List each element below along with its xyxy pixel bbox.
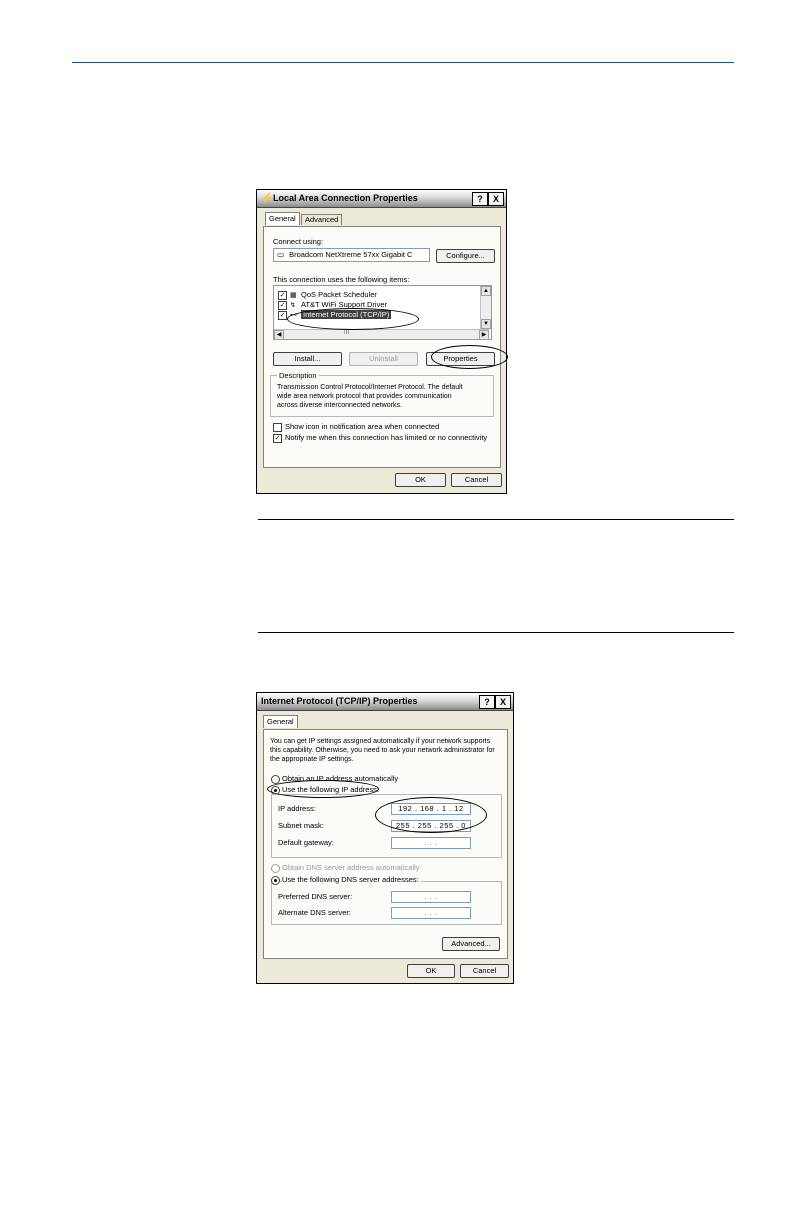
adapter-name: Broadcom NetXtreme 57xx Gigabit C (289, 250, 413, 259)
use-following-dns-label: Use the following DNS server addresses: (282, 875, 419, 884)
item-checkbox[interactable]: ✓ (279, 301, 286, 309)
install-button[interactable]: Install... (273, 352, 342, 366)
highlight-ellipse-tcpip (287, 308, 419, 330)
protocol-icon: ⊷ (290, 312, 297, 319)
show-icon-label: Show icon in notification area when connected (285, 422, 440, 431)
description-title: Description (279, 371, 317, 380)
notify-label: Notify me when this connection has limited or no connectivity (285, 433, 488, 442)
header-rule (72, 62, 734, 63)
ip-address-label: IP address: (278, 804, 316, 813)
scroll-thumb[interactable]: III (344, 330, 350, 336)
subnet-mask-input[interactable]: 255 . 255 . 255 . 0 (391, 820, 471, 832)
ip-address-input[interactable]: 192 . 168 . 1 . 12 (391, 803, 471, 815)
notify-checkbox[interactable]: ✓ (274, 435, 281, 442)
obtain-dns-auto-label: Obtain DNS server address automatically (282, 863, 420, 872)
intro-text (270, 737, 495, 764)
connect-using-label: Connect using: (273, 237, 324, 246)
intro-line: this capability. Otherwise, you need to ask your network administrator for (270, 747, 495, 754)
note-rule-bottom (258, 632, 734, 633)
adapter-icon: ▭ (277, 250, 285, 259)
ok-button[interactable]: OK (395, 473, 446, 487)
item-checkbox[interactable]: ✓ (279, 291, 286, 299)
adapter-field (273, 248, 430, 262)
driver-icon: ↯ (290, 302, 296, 309)
preferred-dns-label: Preferred DNS server: (278, 892, 353, 901)
close-button[interactable]: X (488, 192, 504, 206)
list-item[interactable] (278, 290, 377, 299)
obtain-dns-auto-radio[interactable] (271, 864, 280, 873)
dialog-titlebar[interactable] (257, 693, 513, 711)
preferred-dns-input[interactable]: . . . (391, 891, 471, 903)
alternate-dns-label: Alternate DNS server: (278, 908, 351, 917)
description-line: across diverse interconnected networks. (277, 402, 402, 409)
description-text (277, 383, 463, 410)
properties-button[interactable]: Properties (426, 352, 495, 366)
description-line: Transmission Control Protocol/Internet Protocol. The default (277, 384, 463, 391)
intro-line: You can get IP settings assigned automatically if your network supports (270, 738, 491, 745)
highlight-ellipse-ip-values (375, 797, 487, 833)
scroll-up-icon[interactable]: ▲ (481, 286, 491, 296)
general-panel (263, 729, 508, 959)
scroll-right-icon[interactable]: ▶ (479, 330, 489, 340)
default-gateway-input[interactable]: . . . (391, 837, 471, 849)
qos-icon: ▦ (290, 292, 297, 299)
show-icon-checkbox[interactable] (273, 423, 282, 432)
item-label: QoS Packet Scheduler (301, 290, 377, 299)
uninstall-button[interactable]: Uninstall (349, 352, 418, 366)
highlight-ellipse-properties (431, 345, 508, 369)
description-group (270, 371, 494, 417)
cancel-button[interactable]: Cancel (460, 964, 509, 978)
configure-button[interactable]: Configure... (436, 249, 495, 263)
obtain-ip-auto-label: Obtain an IP address automatically (282, 774, 399, 783)
alternate-dns-input[interactable]: . . . (391, 907, 471, 919)
scroll-down-icon[interactable]: ▼ (481, 319, 491, 329)
subnet-mask-label: Subnet mask: (278, 821, 324, 830)
help-button[interactable]: ? (472, 192, 488, 206)
dialog-title: Local Area Connection Properties (273, 193, 418, 203)
description-line: wide area network protocol that provides communication (277, 393, 452, 400)
vertical-scrollbar[interactable] (480, 286, 491, 329)
item-checkbox[interactable]: ✓ (279, 311, 286, 319)
intro-line: the appropriate IP settings. (270, 756, 354, 763)
ok-button[interactable]: OK (407, 964, 455, 978)
tab-advanced[interactable]: Advanced (301, 214, 342, 225)
help-button[interactable]: ? (479, 695, 495, 709)
scroll-left-icon[interactable]: ◀ (274, 330, 284, 340)
item-label: AT&T WiFi Support Driver (301, 300, 387, 309)
item-label: Internet Protocol (TCP/IP) (303, 310, 390, 319)
use-following-ip-label: Use the following IP address: (282, 785, 379, 794)
tab-general[interactable]: General (263, 715, 298, 728)
network-icon: ⚡ (261, 193, 274, 204)
note-rule-top (258, 519, 734, 520)
dialog-titlebar[interactable] (257, 190, 506, 208)
cancel-button[interactable]: Cancel (451, 473, 502, 487)
use-following-dns-radio[interactable] (271, 876, 280, 885)
horizontal-scrollbar[interactable] (274, 329, 489, 339)
items-label: This connection uses the following items: (273, 275, 410, 284)
dialog-title: Internet Protocol (TCP/IP) Properties (261, 696, 418, 706)
close-button[interactable]: X (495, 695, 511, 709)
advanced-button[interactable]: Advanced... (442, 937, 500, 951)
highlight-ellipse-static-ip (267, 780, 379, 798)
default-gateway-label: Default gateway: (278, 838, 334, 847)
tab-general[interactable]: General (265, 212, 300, 225)
local-area-connection-dialog (256, 189, 507, 494)
tcpip-properties-dialog (256, 692, 514, 984)
